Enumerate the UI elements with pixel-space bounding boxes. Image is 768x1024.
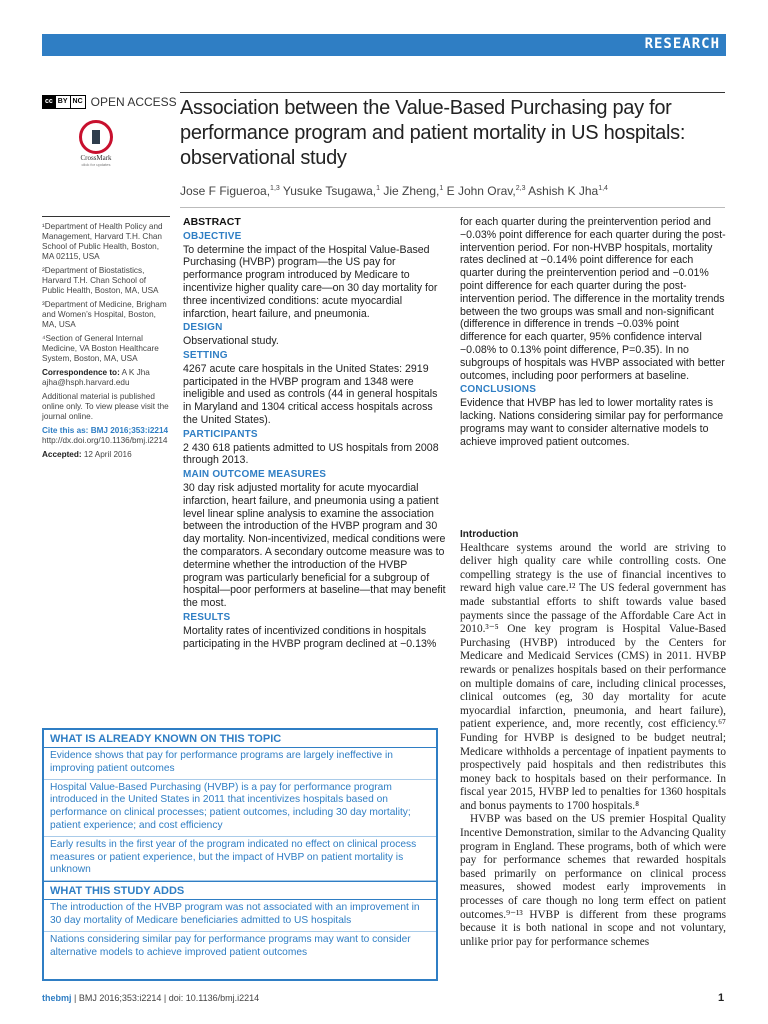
authors-rule — [180, 207, 725, 208]
sidebar-rule — [42, 216, 170, 217]
results-heading: RESULTS — [183, 611, 231, 623]
objective-heading: OBJECTIVE — [183, 230, 242, 242]
cc-license-icon — [42, 95, 86, 109]
crossmark-badge[interactable] — [76, 120, 116, 167]
author[interactable]: Jie Zheng,$^1$ — [379, 184, 444, 198]
intro-paragraph: HVBP was based on the US premier Hospital Quality Incentive Demonstration, similar to the Advancing Quality program in England. These programs, both of which were pay for performance schemes that rewarded hospitals based primarily on performance on clinical process measures, showed modest early improvements in processes of care though no long term effect on patient outcomes.⁹⁻¹³ HVBP is different from these programs because it is both national in scope and not voluntary, unlike prior pay for performance schemes — [460, 813, 726, 948]
article-title: Association between the Value-Based Purchasing pay for performance program and patient mortality in US hospitals: observational study — [180, 97, 686, 169]
nc-badge: NC — [70, 96, 85, 108]
known-item: Hospital Value-Based Purchasing (HVBP) is a pay for performance program introduced in the United States in 2011 that incentivizes hospitals based on performance on clinical processes; patient outcomes, including 30 day mortality; patient experience; and cost efficiency — [44, 780, 436, 837]
known-item: Evidence shows that pay for performance programs are largely ineffective in improving patient outcomes — [44, 748, 436, 780]
author[interactable]: Ashish K Jha$^{1,4}$ — [525, 184, 608, 198]
section-label: RESEARCH — [644, 36, 720, 52]
title-rule — [180, 92, 725, 93]
crossmark-sub: click for updates — [81, 162, 111, 167]
additional-material-note: Additional material is published online only. To view please visit the journal online. — [42, 392, 169, 421]
participants-heading: PARTICIPANTS — [183, 428, 258, 440]
outcomes-text: 30 day risk adjusted mortality for acute myocardial infarction, heart failure, and pneumonia using a patient level linear spline analysis to examine the association between the introduction of the HVBP program and 30 day mortality. Non-incentivized, medical conditions were the comparators. A secondary outcome measure was to determine whether the introduction of the HVBP program was particularly beneficial for a subgroup of hospital—poor performers at baseline—that may benefit the most. — [183, 481, 446, 610]
summary-box — [42, 728, 438, 981]
affiliation: ³Department of Medicine, Brigham and Women’s Hospital, Boston, MA, USA — [42, 300, 167, 329]
cc-badge: cc — [43, 96, 55, 108]
affiliation: ²Department of Biostatistics, Harvard T.H. Chan School of Public Health, Boston, MA, USA — [42, 266, 159, 295]
open-access[interactable] — [42, 95, 177, 109]
section-banner — [42, 34, 726, 56]
crossmark-icon — [79, 120, 113, 154]
by-badge: BY — [55, 96, 70, 108]
page-footer — [42, 993, 259, 1003]
bmj-logo[interactable]: thebmj — [42, 993, 72, 1003]
affiliation: ¹Department of Health Policy and Management, Harvard T.H. Chan School of Public Health, Boston, MA 02115, USA — [42, 222, 163, 261]
author[interactable]: Yusuke Tsugawa,$^1$ — [279, 184, 380, 198]
design-heading: DESIGN — [183, 322, 223, 334]
setting-text: 4267 acute care hospitals in the United States: 2919 participated in the HVBP program and 1348 were ineligible and used as controls (44 in general hospitals in Maryland and 1304 critical access hospitals across the United States). — [183, 362, 438, 426]
author[interactable]: E John Orav,$^{2,3}$ — [443, 184, 526, 198]
abstract-column-1 — [183, 216, 448, 650]
design-text: Observational study. — [183, 335, 279, 348]
affiliation: ⁴Section of General Internal Medicine, VA Boston Healthcare System, Boston, MA, USA — [42, 334, 159, 363]
adds-item: The introduction of the HVBP program was not associated with an improvement in 30 day mortality of Medicare beneficiaries admitted to US hospitals — [44, 900, 436, 932]
conclusions-text: Evidence that HVBP has led to lower mortality rates is lacking. Nations considering similar pay for performance programs may want to consider alternative models to achieve improved patient outcomes. — [460, 397, 724, 448]
author[interactable]: Jose F Figueroa,$^{1,3}$ — [180, 184, 280, 198]
cite-this[interactable]: Cite this as: BMJ 2016;353:i2214 http://dx.doi.org/10.1136/bmj.i2214 — [42, 426, 169, 445]
footer-citation: | BMJ 2016;353:i2214 | doi: 10.1136/bmj.i2214 — [71, 993, 260, 1003]
known-heading: WHAT IS ALREADY KNOWN ON THIS TOPIC — [44, 730, 436, 748]
objective-text: To determine the impact of the Hospital Value-Based Purchasing (HVBP) program—the US pay for performance program introduced by Medicare to incentivize higher quality care—on 30 day mortality for three incentivized conditions: acute myocardial infarction, heart failure, and pneumonia. — [183, 243, 438, 320]
sidebar-info — [42, 222, 170, 464]
outcomes-heading: MAIN OUTCOME MEASURES — [183, 469, 327, 481]
introduction — [460, 528, 726, 949]
doi-link[interactable]: http://dx.doi.org/10.1136/bmj.i2214 — [42, 436, 168, 445]
abstract-heading: ABSTRACT — [183, 216, 241, 228]
setting-heading: SETTING — [183, 349, 228, 361]
adds-item: Nations considering similar pay for performance programs may want to consider alternative models to achieve improved patient outcomes — [50, 933, 411, 958]
author-list — [180, 184, 608, 198]
results-text: Mortality rates of incentivized conditions in hospitals participating in the HVBP program declined at −0.13% — [183, 624, 437, 650]
page-number: 1 — [718, 992, 725, 1004]
results-text-cont: for each quarter during the preintervention period and −0.03% point difference for each quarter during the post-intervention period. For non-HVBP hospitals, mortality rates declined at −0.14% point difference for each quarter during the preintervention period and −0.01% point difference for each quarter during the post-intervention period. The difference in the mortality trends between the two groups was small and non-significant (difference in difference in trends −0.03% point difference for each quarter, 95% confidence interval −0.08% to 0.13% point difference, P=0.35). In no subgroups of hospitals was HVBP associated with better outcomes, including poor performers at baseline. — [460, 216, 726, 382]
correspondence[interactable]: Correspondence to: A K Jha ajha@hsph.harvard.edu — [42, 368, 150, 387]
introduction-heading: Introduction — [460, 529, 519, 540]
intro-paragraph: Healthcare systems around the world are striving to deliver high quality care while controlling costs. One compelling strategy is the use of financial incentives to reward high value care.¹² The US federal government has made substantial efforts to shift towards value based payments since the passage of the Affordable Care Act in 2010.³⁻⁵ One key program is Hospital Value-Based Purchasing (HVBP) introduced by the Centers for Medicare and Medicaid Services (CMS) in 2011. HVBP rewards or penalizes hospitals based on their performance on multiple domains of care, including clinical processes, clinical outcomes (eg, 30 day mortality for acute myocardial infarction, pneumonia, and heart failure), patient experience, and, more recently, cost efficiency.⁶⁷ Funding for HVBP is designed to be budget neutral; Medicare withholds a percentage of inpatient payments to prospectively paid hospitals and then redistributes this money back to hospitals based on their performance. In fiscal year 2015, HVBP led to penalties for 1360 hospitals and bonus payments to 1700 hospitals.⁸ — [460, 541, 726, 812]
open-access-label: OPEN ACCESS — [90, 95, 177, 109]
crossmark-label: CrossMark — [80, 154, 112, 162]
adds-heading: WHAT THIS STUDY ADDS — [44, 881, 436, 900]
abstract-column-2 — [460, 216, 726, 448]
known-item: Early results in the first year of the program indicated no effect on clinical process measures or patient experience, but the impact of HVBP on patient mortality is unknown — [44, 837, 436, 881]
accepted-date: Accepted: 12 April 2016 — [42, 450, 132, 459]
participants-text: 2 430 618 patients admitted to US hospitals from 2008 through 2013. — [183, 441, 439, 467]
conclusions-heading: CONCLUSIONS — [460, 384, 537, 396]
